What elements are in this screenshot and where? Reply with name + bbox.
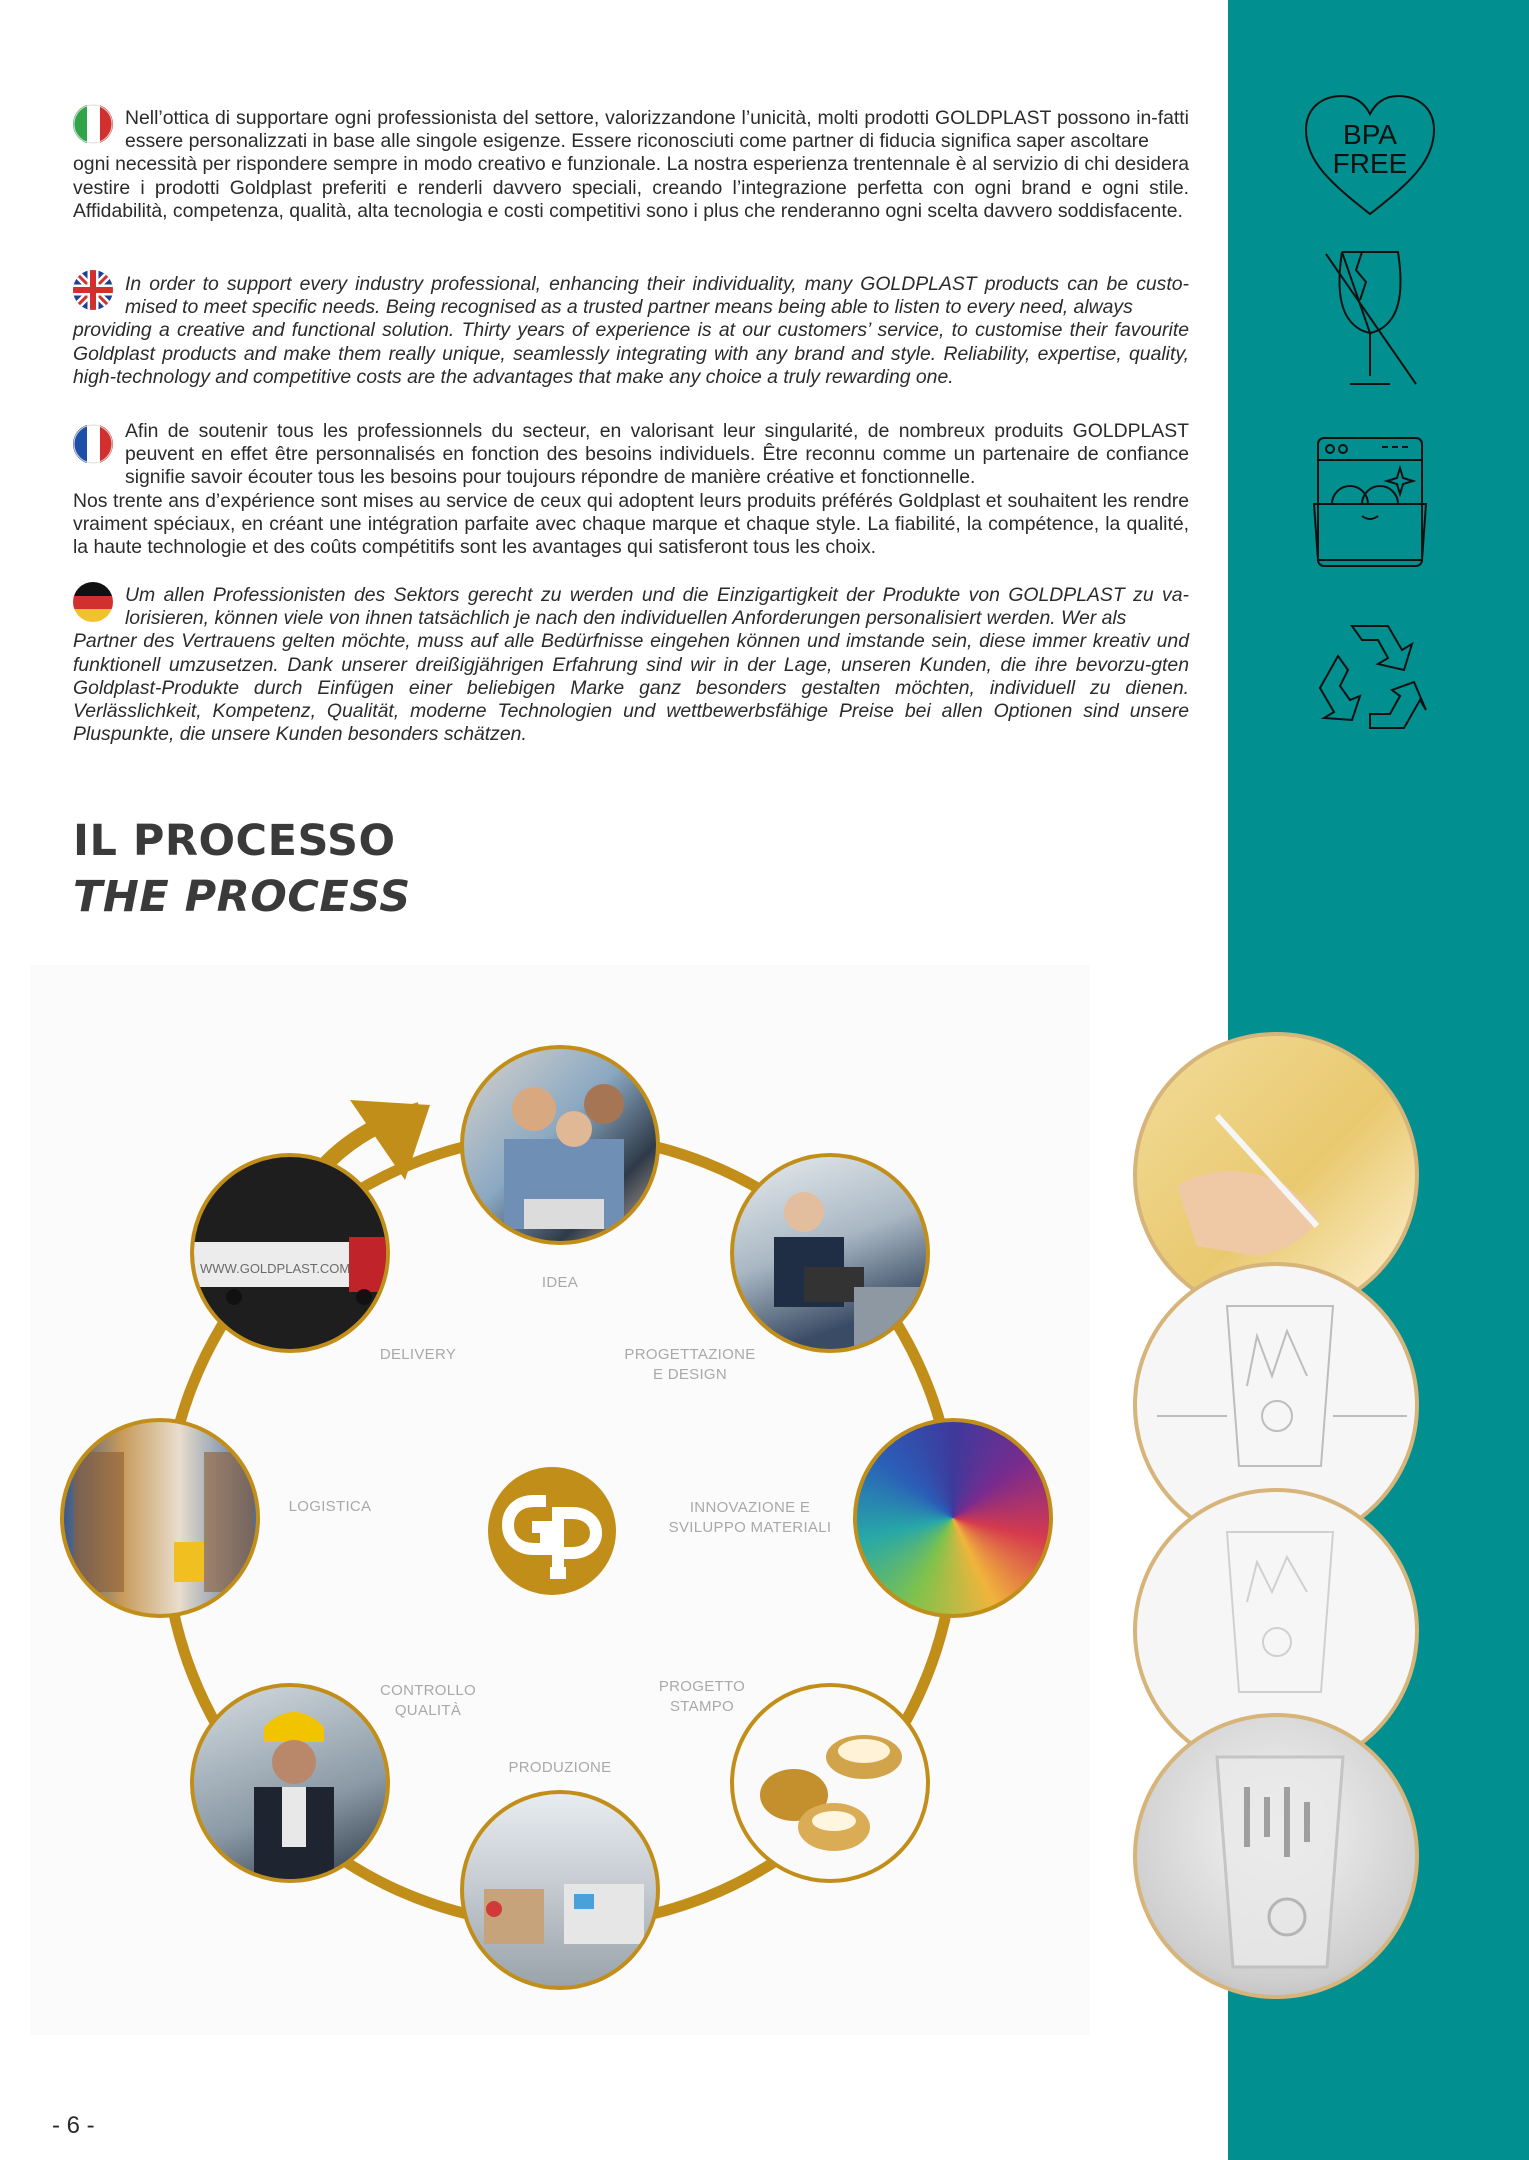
- paragraph-it-rest: ogni necessità per rispondere sempre in modo creativo e funzionale. La nostra esperienza trentennale è al servizio di chi desidera vestire i prodotti Goldplast preferiti e renderli davvero speciali, creando l’integrazione perfetta con ogni brand e ogni stile. Affidabilità, competenza, qualità, alta tecnologia e costi competitivi sono i plus che renderanno ogni scelta davvero soddisfacente.: [73, 153, 1189, 222]
- paragraph-de: [73, 584, 1189, 746]
- paragraph-en: [73, 273, 1189, 389]
- recycle-icon: [1308, 616, 1432, 740]
- bpa-free-icon: [1302, 92, 1438, 218]
- goldplast-gp-logo: [486, 1465, 618, 1597]
- logistics-photo: [60, 1418, 260, 1618]
- paragraph-en-lead: In order to support every industry professional, enhancing their individuality, many GOLDPLAST products can be custo-mised to meet specific needs. Being recognised as a trusted partner means being able to listen to every need, always: [125, 273, 1189, 319]
- label-logistics: LOGISTICA: [288, 1498, 372, 1515]
- label-idea: IDEA: [541, 1274, 579, 1291]
- bpa-text: BPA: [1343, 119, 1397, 150]
- paragraph-fr-rest: Nos trente ans d’expérience sont mises au service de ceux qui adoptent leurs produits préférés Goldplast et souhaitent les rendre vraiment spéciaux, en créant une intégration parfaite avec chaque marque et chaque style. La fiabilité, la compétence, la qualité, la haute technologie et des coûts compétitifs sont les avantages qui satisferont tous les choix.: [73, 489, 1189, 559]
- materials-photo: [853, 1418, 1053, 1618]
- idea-photo: [460, 1045, 660, 1245]
- delivery-photo: [190, 1153, 390, 1353]
- label-quality: CONTROLLO QUALITÀ: [379, 1682, 477, 1719]
- label-materials: INNOVAZIONE E SVILUPPO MATERIALI: [668, 1499, 832, 1536]
- heading-the-process: THE PROCESS: [73, 872, 411, 922]
- production-photo: [460, 1790, 660, 1990]
- process-diagram: [30, 965, 1090, 2035]
- label-design: PROGETTAZIONE E DESIGN: [624, 1346, 756, 1383]
- label-delivery: DELIVERY: [379, 1346, 457, 1363]
- paragraph-de-rest: Partner des Vertrauens gelten möchte, muss auf alle Bedürfnisse eingehen können und imstande sein, diese immer kreativ und funktionell umzusetzen. Dank unserer dreißigjährigen Erfahrung sind wir in der Lage, unseren Kunden, die ihre bevorzu-gten Goldplast-Produkte durch Einfügen einer beliebigen Marke ganz besonders gestalten möchten, individuell zu dienen. Verlässlichkeit, Kompetenz, Qualität, moderne Technologien und wettbewerbsfähige Preise bei allen Optionen sind unsere Pluspunkte, die unsere Kunden besonders schätzen.: [73, 630, 1189, 746]
- label-mold: PROGETTO STAMPO: [658, 1678, 746, 1715]
- design-photo: [730, 1153, 930, 1353]
- transparent-cup-render: [1133, 1713, 1419, 1999]
- page-number: - 6 -: [52, 2112, 95, 2139]
- free-text: FREE: [1332, 148, 1408, 179]
- label-production: PRODUZIONE: [508, 1759, 612, 1776]
- paragraph-it: [73, 107, 1189, 223]
- paragraph-it-lead: Nell’ottica di supportare ogni professionista del settore, valorizzandone l’unicità, molti prodotti GOLDPLAST possono in-fatti essere personalizzati in base alle singole esigenze. Essere riconosciuti come partner di fiducia significa saper ascoltare: [125, 107, 1189, 153]
- heading-il-processo: IL PROCESSO: [73, 816, 396, 866]
- dishwasher-safe-icon: [1310, 434, 1430, 570]
- truck-text: WWW.GOLDPLAST.COM: [200, 1261, 351, 1276]
- paragraph-fr-lead: Afin de soutenir tous les professionnels du secteur, en valorisant leur singularité, de nombreux produits GOLDPLAST peuvent en effet être personnalisés en fonction des besoins individuels. Être reconnu comme un partenaire de confiance signifie savoir écouter tous les besoins pour toujours répondre de manière créative et fonctionnelle.: [125, 420, 1189, 489]
- paragraph-en-rest: providing a creative and functional solution. Thirty years of experience is at our customers’ service, to customise their favourite Goldplast products and make them really unique, seamlessly integrating with any brand and style. Reliability, expertise, quality, high-technology and competitive costs are the advantages that make any choice a truly rewarding one.: [73, 319, 1189, 388]
- paragraph-fr: [73, 420, 1189, 559]
- no-glass-icon: [1320, 248, 1420, 390]
- paragraph-de-lead: Um allen Professionisten des Sektors gerecht zu werden und die Einzigartigkeit der Produkte von GOLDPLAST zu va-lorisieren, können viele von ihnen tatsächlich je nach den individuellen Anforderungen personalisiert werden. Wer als: [125, 584, 1189, 630]
